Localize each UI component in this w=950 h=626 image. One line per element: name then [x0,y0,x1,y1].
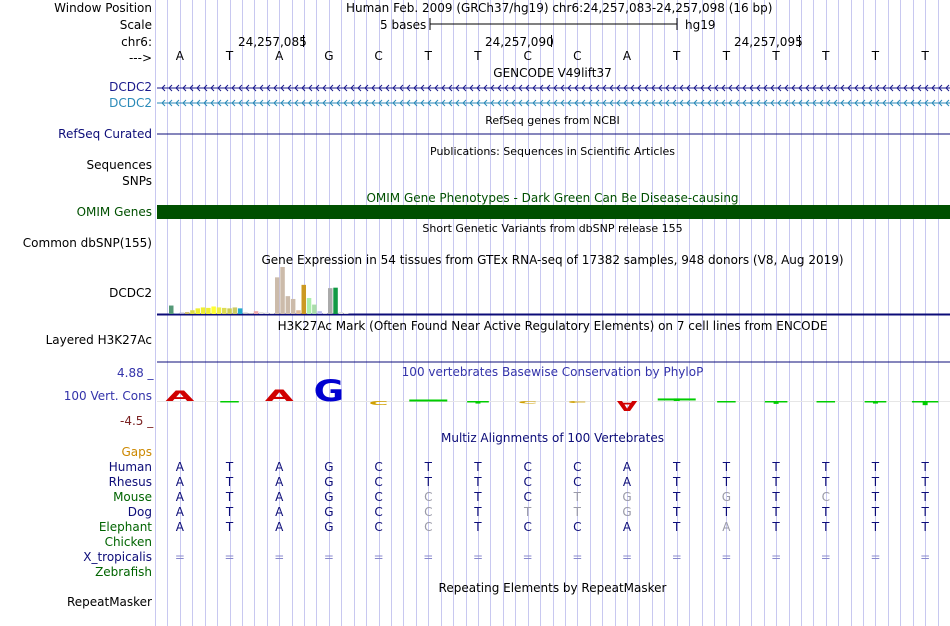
alignment-base: T [722,505,731,519]
alignment-base: C [523,490,532,504]
alignment-base: C [573,475,582,489]
base-letter: A [275,49,284,63]
alignment-base: A [722,520,731,534]
omim-label[interactable]: OMIM Genes [76,205,152,219]
alignment-base: = [820,550,831,564]
alignment-base: T [673,490,681,504]
alignment-base: C [573,520,582,534]
refseq-title[interactable]: RefSeq genes from NCBI [485,114,620,127]
scale-assembly: hg19 [685,18,716,32]
alignment-base: T [871,460,880,474]
alignment-base: T [474,505,482,519]
alignment-base: C [374,460,383,474]
alignment-base: T [573,490,582,504]
chrom-label: chr6: [121,35,152,49]
gencode-label-2[interactable]: DCDC2 [109,96,152,110]
phylop-letter-C: C [517,400,538,405]
species-label[interactable]: Rhesus [108,475,152,489]
alignment-base: T [424,475,432,489]
alignment-base: T [722,460,731,474]
base-letter: T [871,49,880,63]
alignment-base: G [721,490,732,504]
multiz-title[interactable]: Multiz Alignments of 100 Vertebrates [440,431,665,445]
alignment-base: = [224,550,235,564]
base-letter: T [722,49,731,63]
alignment-base: T [871,505,880,519]
alignment-base: T [772,520,780,534]
alignment-base: C [523,460,532,474]
phylop-letter-A: A [616,397,638,414]
coord-label: 24,257,090 [485,35,554,49]
alignment-base: = [472,550,484,564]
phylop-letter-T-stem [425,400,431,402]
alignment-base: A [275,460,284,474]
base-letter: C [523,49,532,63]
repeatmasker-title[interactable]: Repeating Elements by RepeatMasker [438,581,667,595]
repeatmasker-label[interactable]: RepeatMasker [66,595,152,609]
alignment-base: T [871,475,880,489]
phylop-letter-C: C [368,399,389,406]
alignment-base: T [474,475,482,489]
alignment-base: C [821,490,830,504]
alignment-base: = [622,550,633,564]
alignment-base: A [275,490,284,504]
alignment-base: = [920,550,931,564]
alignment-base: T [921,460,929,474]
alignment-base: A [175,490,184,504]
base-letter: A [622,49,632,63]
refseq-label[interactable]: RefSeq Curated [58,127,152,141]
alignment-base: T [225,460,234,474]
phylop-letter-T-stem [674,398,680,401]
alignment-base: G [324,475,334,489]
species-label[interactable]: Human [108,460,152,474]
alignment-base: T [772,490,780,504]
base-letter: T [822,49,830,63]
alignment-base: = [373,550,384,564]
dbsnp-title[interactable]: Short Genetic Variants from dbSNP release 155 [422,222,683,235]
pubs-sequences-label[interactable]: Sequences [86,158,152,172]
base-letter: T [921,49,929,63]
alignment-base: A [622,520,632,534]
phylop-label[interactable]: 100 Vert. Cons [63,389,152,403]
base-letter: G [324,49,334,63]
phylop-letter-T-stem [923,401,928,405]
phylop-letter-T-stem [475,401,480,404]
alignment-base: T [772,475,780,489]
alignment-base: C [374,475,383,489]
alignment-base: A [175,505,184,519]
phylop-ymax: 4.88 _ [117,366,154,380]
scale-label: Scale [119,18,152,32]
phylop-letter-T-stem [724,401,729,403]
phylop-letter-C: C [567,400,588,404]
phylop-title[interactable]: 100 vertebrates Basewise Conservation by PhyloP [401,365,704,379]
alignment-base: = [274,550,285,564]
scale-value: 5 bases [380,18,427,32]
gtex-title[interactable]: Gene Expression in 54 tissues from GTEx RNA-seq of 17382 samples, 948 donors (V8, Aug 2019) [261,253,844,267]
alignment-base: = [771,550,782,564]
omim-title[interactable]: OMIM Gene Phenotypes - Dark Green Can Be Disease-causing [366,191,739,205]
base-letter: T [225,49,234,63]
alignment-base: C [374,505,383,519]
phylop-letter-A: A [264,385,294,405]
phylop-letter-T-stem [873,401,878,404]
alignment-base: T [772,460,780,474]
alignment-base: T [673,520,681,534]
base-letter: T [424,49,432,63]
alignment-base: = [721,550,732,564]
alignment-base: G [324,460,334,474]
alignment-base: C [523,475,532,489]
phylop-letter-T-stem [823,401,828,403]
alignment-base: T [673,460,681,474]
alignment-base: A [175,475,184,489]
species-label[interactable]: Chicken [104,535,152,549]
alignment-base: T [673,475,681,489]
alignment-base: T [225,475,234,489]
alignment-base: = [174,550,185,564]
alignment-base: T [225,520,234,534]
species-label[interactable]: Zebrafish [95,565,152,579]
alignment-base: G [622,490,632,504]
gtex-label[interactable]: DCDC2 [109,286,152,300]
phylop-ymin: -4.5 _ [120,414,154,428]
species-label[interactable]: X_tropicalis [83,550,152,564]
species-label[interactable]: Elephant [98,520,152,534]
window-position-label: Window Position [54,1,152,15]
multiz-gaps-label[interactable]: Gaps [121,445,152,459]
alignment-base: C [573,460,582,474]
pubs-title[interactable]: Publications: Sequences in Scientific Articles [430,145,675,158]
species-label[interactable]: Mouse [113,490,152,504]
alignment-base: T [822,460,830,474]
alignment-base: A [275,505,284,519]
h3k27ac-title[interactable]: H3K27Ac Mark (Often Found Near Active Regulatory Elements) on 7 cell lines from ENCODE [277,319,828,333]
alignment-base: C [374,490,383,504]
alignment-base: C [424,490,433,504]
alignment-base: A [275,475,284,489]
alignment-base: T [921,520,929,534]
alignment-base: A [622,475,632,489]
alignment-base: = [572,550,583,564]
coord-label: 24,257,085 [238,35,307,49]
dbsnp-label[interactable]: Common dbSNP(155) [22,236,152,250]
base-letter: T [474,49,482,63]
alignment-base: C [374,520,383,534]
alignment-base: T [474,490,482,504]
alignment-base: T [822,520,830,534]
base-letter: A [175,49,184,63]
alignment-base: = [671,550,682,564]
alignment-base: G [324,505,334,519]
alignment-base: T [225,490,234,504]
alignment-base: = [870,550,881,564]
strand-label: ---> [128,51,152,65]
alignment-base: = [423,550,434,564]
base-letter: T [772,49,780,63]
alignment-base: A [175,460,184,474]
alignment-base: T [673,505,681,519]
base-letter: C [573,49,582,63]
base-letter: C [374,49,383,63]
phylop-letter-G: G [313,373,345,409]
phylop-letter-T-stem [774,401,779,404]
alignment-base: C [523,520,532,534]
alignment-base: = [522,550,533,564]
alignment-base: T [822,505,830,519]
coord-label: 24,257,095 [734,35,803,49]
gencode-title[interactable]: GENCODE V49lift37 [493,66,612,80]
alignment-base: T [225,505,234,519]
alignment-base: T [424,460,432,474]
alignment-base: G [324,520,334,534]
alignment-base: T [921,490,929,504]
alignment-base: = [323,550,334,564]
alignment-base: T [822,475,830,489]
alignment-base: A [622,460,632,474]
h3k27ac-label[interactable]: Layered H3K27Ac [45,333,152,347]
alignment-base: A [275,520,284,534]
alignment-base: T [722,475,731,489]
phylop-letter-T-stem [227,401,232,403]
alignment-base: C [424,505,433,519]
alignment-base: T [772,505,780,519]
alignment-base: T [474,520,482,534]
alignment-base: G [622,505,632,519]
alignment-base: T [921,475,929,489]
alignment-base: T [573,505,582,519]
phylop-letter-A: A [165,387,195,405]
base-letter: T [673,49,681,63]
window-position-value[interactable]: Human Feb. 2009 (GRCh37/hg19) chr6:24,257,083-24,257,098 (16 bp) [346,1,773,15]
alignment-base: T [871,490,880,504]
gencode-label-1[interactable]: DCDC2 [109,80,152,94]
pubs-snps-label[interactable]: SNPs [122,174,152,188]
alignment-base: T [921,505,929,519]
alignment-base: T [523,505,532,519]
species-label[interactable]: Dog [127,505,152,519]
alignment-base: A [175,520,184,534]
alignment-base: G [324,490,334,504]
alignment-base: C [424,520,433,534]
alignment-base: T [474,460,482,474]
alignment-base: T [871,520,880,534]
